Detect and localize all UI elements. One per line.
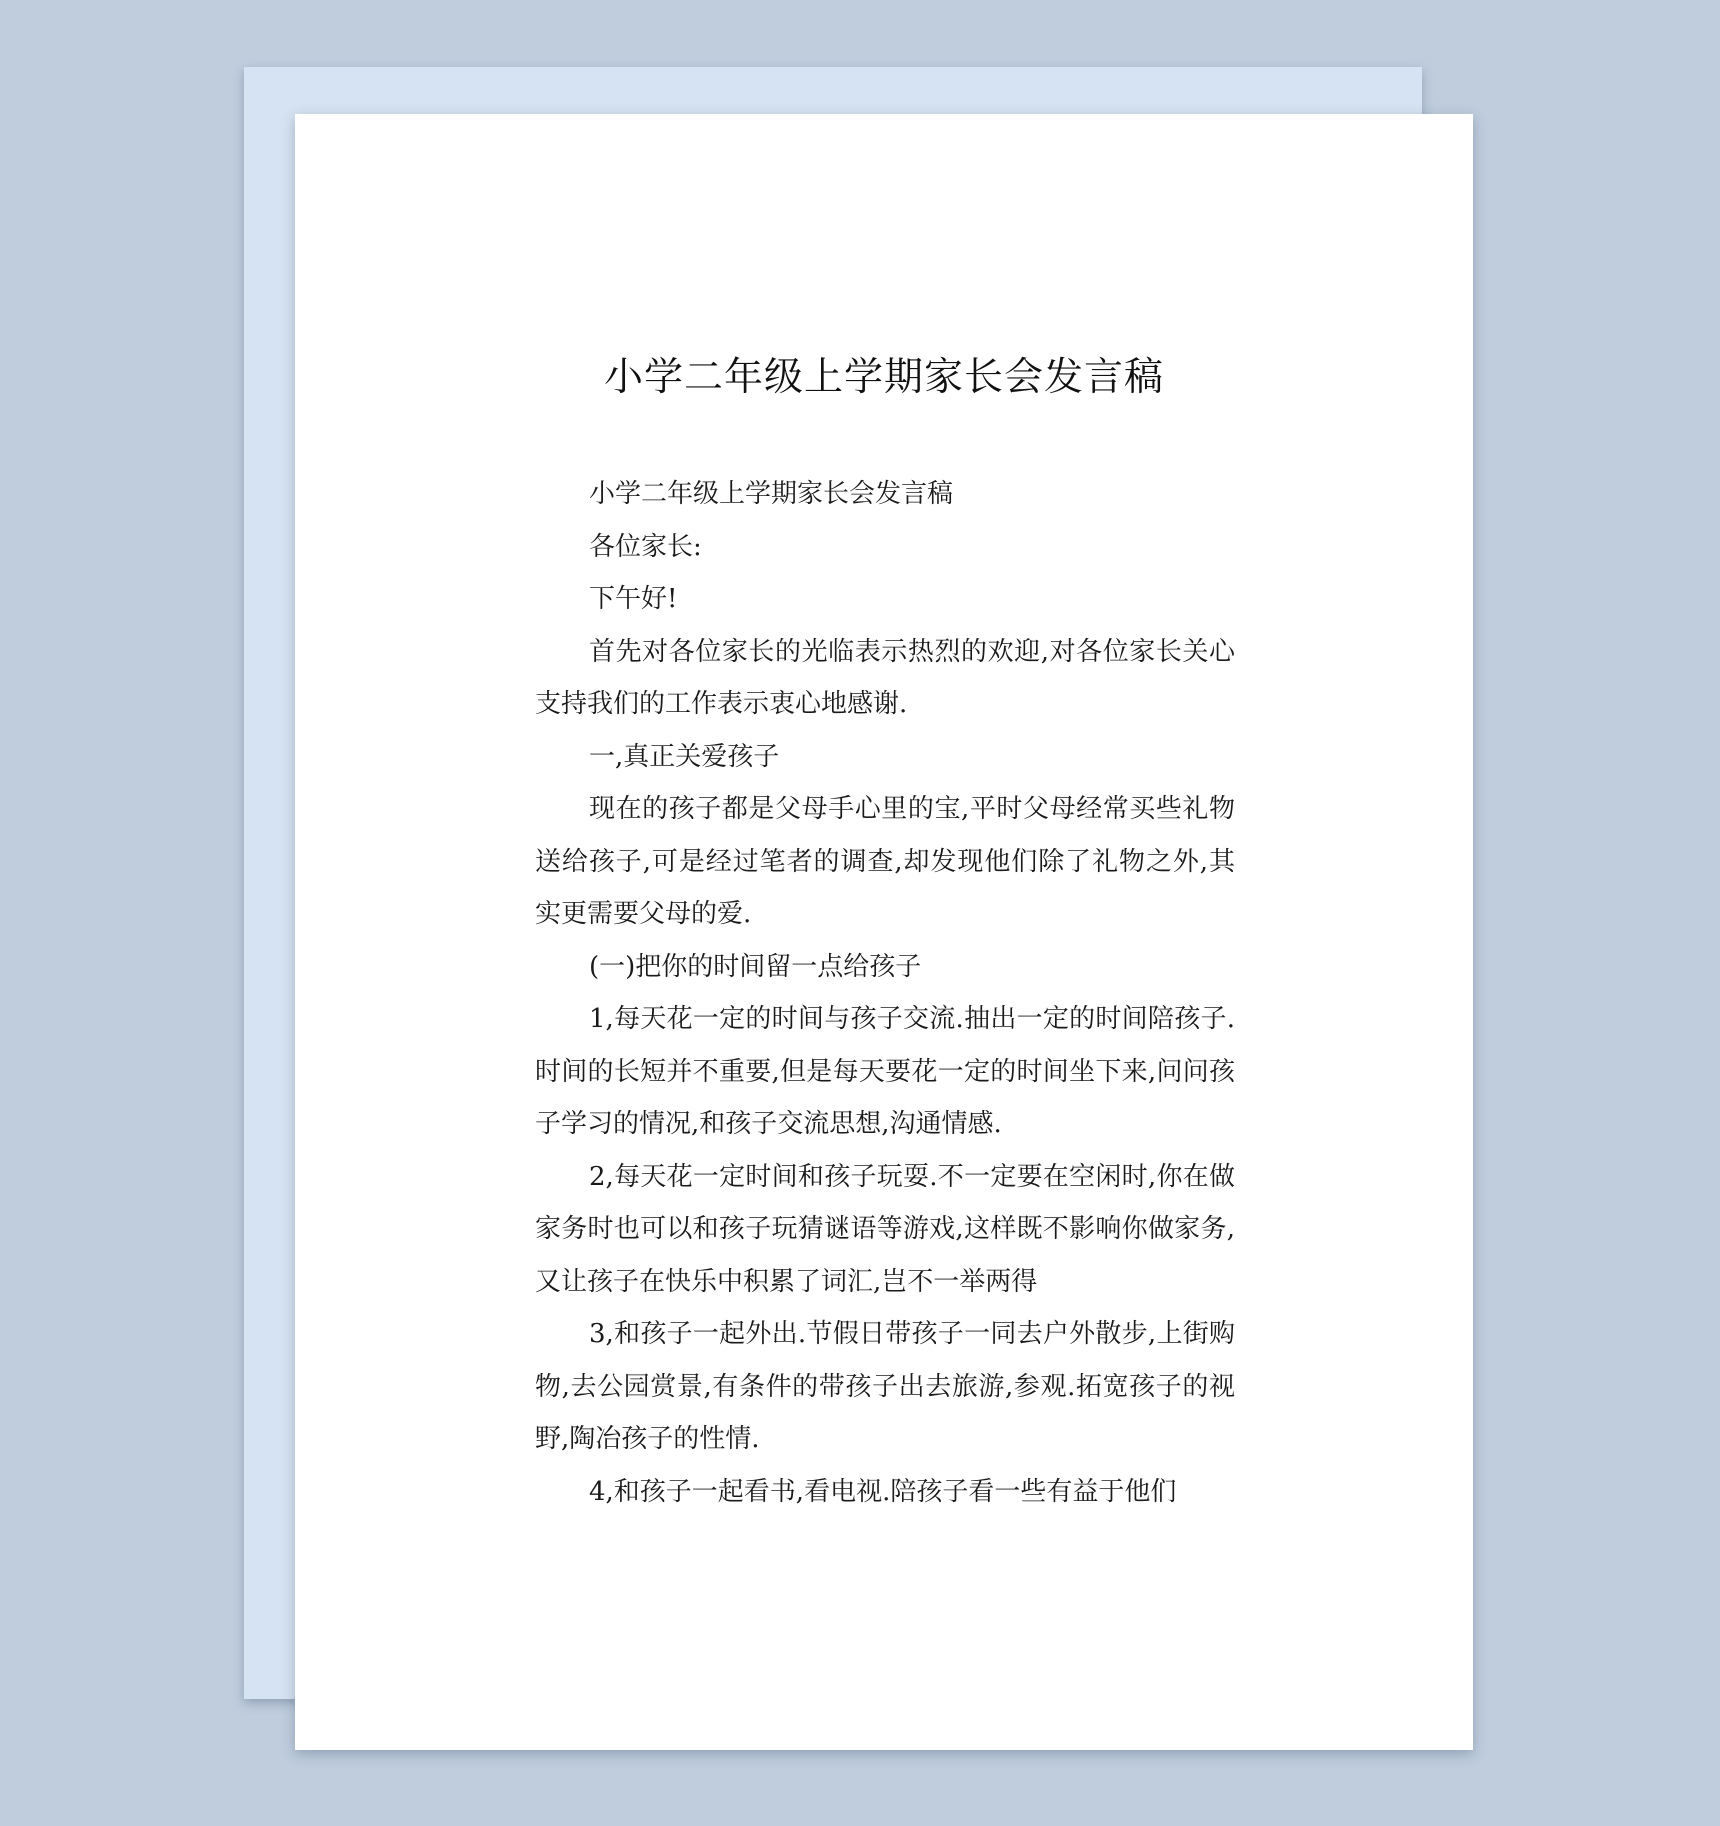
list-item-4: 4,和孩子一起看书,看电视.陪孩子看一些有益于他们 <box>589 1476 1177 1507</box>
paragraph-salutation: 各位家长: <box>589 531 702 562</box>
paragraph-welcome: 首先对各位家长的光临表示热烈的欢迎,对各位家长关心支持我们的工作表示衷心地感谢. <box>535 636 1235 719</box>
document-title: 小学二年级上学期家长会发言稿 <box>603 355 1164 400</box>
section-heading-1: 一,真正关爱孩子 <box>589 741 780 772</box>
subsection-heading-1: (一)把你的时间留一点给孩子 <box>589 951 922 982</box>
list-item-2: 2,每天花一定时间和孩子玩耍.不一定要在空闲时,你在做家务时也可以和孩子玩猜谜语等游戏,这样既不影响你做家务,又让孩子在快乐中积累了词汇,岂不一举两得 <box>535 1161 1235 1297</box>
paragraph-subtitle: 小学二年级上学期家长会发言稿 <box>589 479 954 509</box>
paragraph-intro: 现在的孩子都是父母手心里的宝,平时父母经常买些礼物送给孩子,可是经过笔者的调查,却发现他们除了礼物之外,其实更需要父母的爱. <box>535 794 1235 929</box>
list-item-1: 1,每天花一定的时间与孩子交流.抽出一定的时间陪孩子.时间的长短并不重要,但是每天要花一定的时间坐下来,问问孩子学习的情况,和孩子交流思想,沟通情感. <box>535 1004 1235 1139</box>
list-item-3: 3,和孩子一起外出.节假日带孩子一同去户外散步,上街购物,去公园赏景,有条件的带孩子出去旅游,参观.拓宽孩子的视野,陶冶孩子的性情. <box>535 1319 1235 1454</box>
document-body <box>535 468 1235 1518</box>
document-page <box>295 114 1473 1750</box>
paragraph-greeting: 下午好! <box>589 584 678 614</box>
